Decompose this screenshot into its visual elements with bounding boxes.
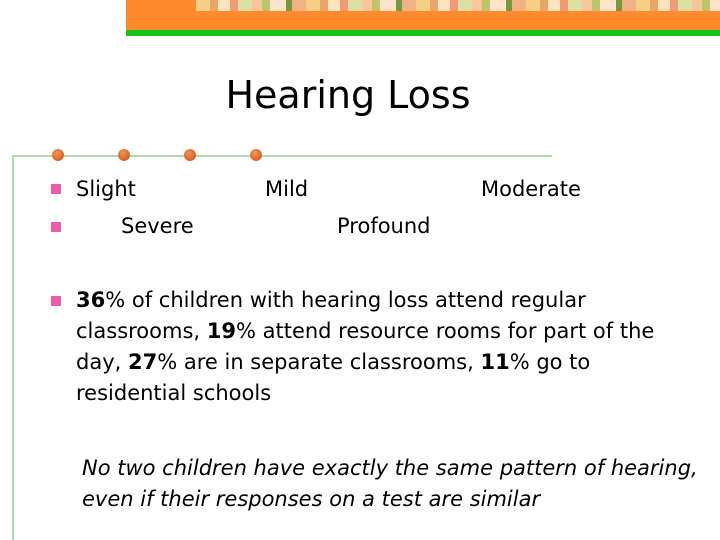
stat-resource-pct: 19	[206, 319, 236, 343]
decorative-dot-icon	[52, 149, 64, 161]
frame-left-line	[12, 155, 14, 540]
bullet-square-icon	[51, 296, 61, 306]
italic-note: No two children have exactly the same pattern of hearing, even if their responses on a test are similar	[82, 456, 698, 511]
stat-separate-pct: 27	[127, 350, 158, 374]
decorative-dot-icon	[184, 149, 196, 161]
level-mild: Mild	[265, 177, 309, 201]
header-floral-pattern	[196, 0, 720, 11]
level-slight: Slight	[76, 177, 136, 201]
level-profound: Profound	[337, 214, 431, 238]
slide-title: Hearing Loss	[225, 73, 471, 117]
decorative-dot-icon	[250, 149, 262, 161]
bullet-square-icon	[51, 222, 61, 232]
placement-statistics: 36% of children with hearing loss attend regular classrooms, 19% attend resource rooms for part of the day, 27% are in separate classrooms, 11% go to residential schools	[76, 288, 655, 405]
frame-top-line	[12, 155, 552, 157]
stat-residential-pct: 11	[480, 350, 510, 374]
stat-regular-pct: 36	[76, 288, 106, 312]
header-green-stripe	[126, 30, 720, 36]
bullet-square-icon	[51, 184, 61, 194]
header-decoration-bar	[126, 0, 720, 30]
decorative-dot-icon	[118, 149, 130, 161]
level-moderate: Moderate	[481, 177, 581, 201]
level-severe: Severe	[121, 214, 194, 238]
